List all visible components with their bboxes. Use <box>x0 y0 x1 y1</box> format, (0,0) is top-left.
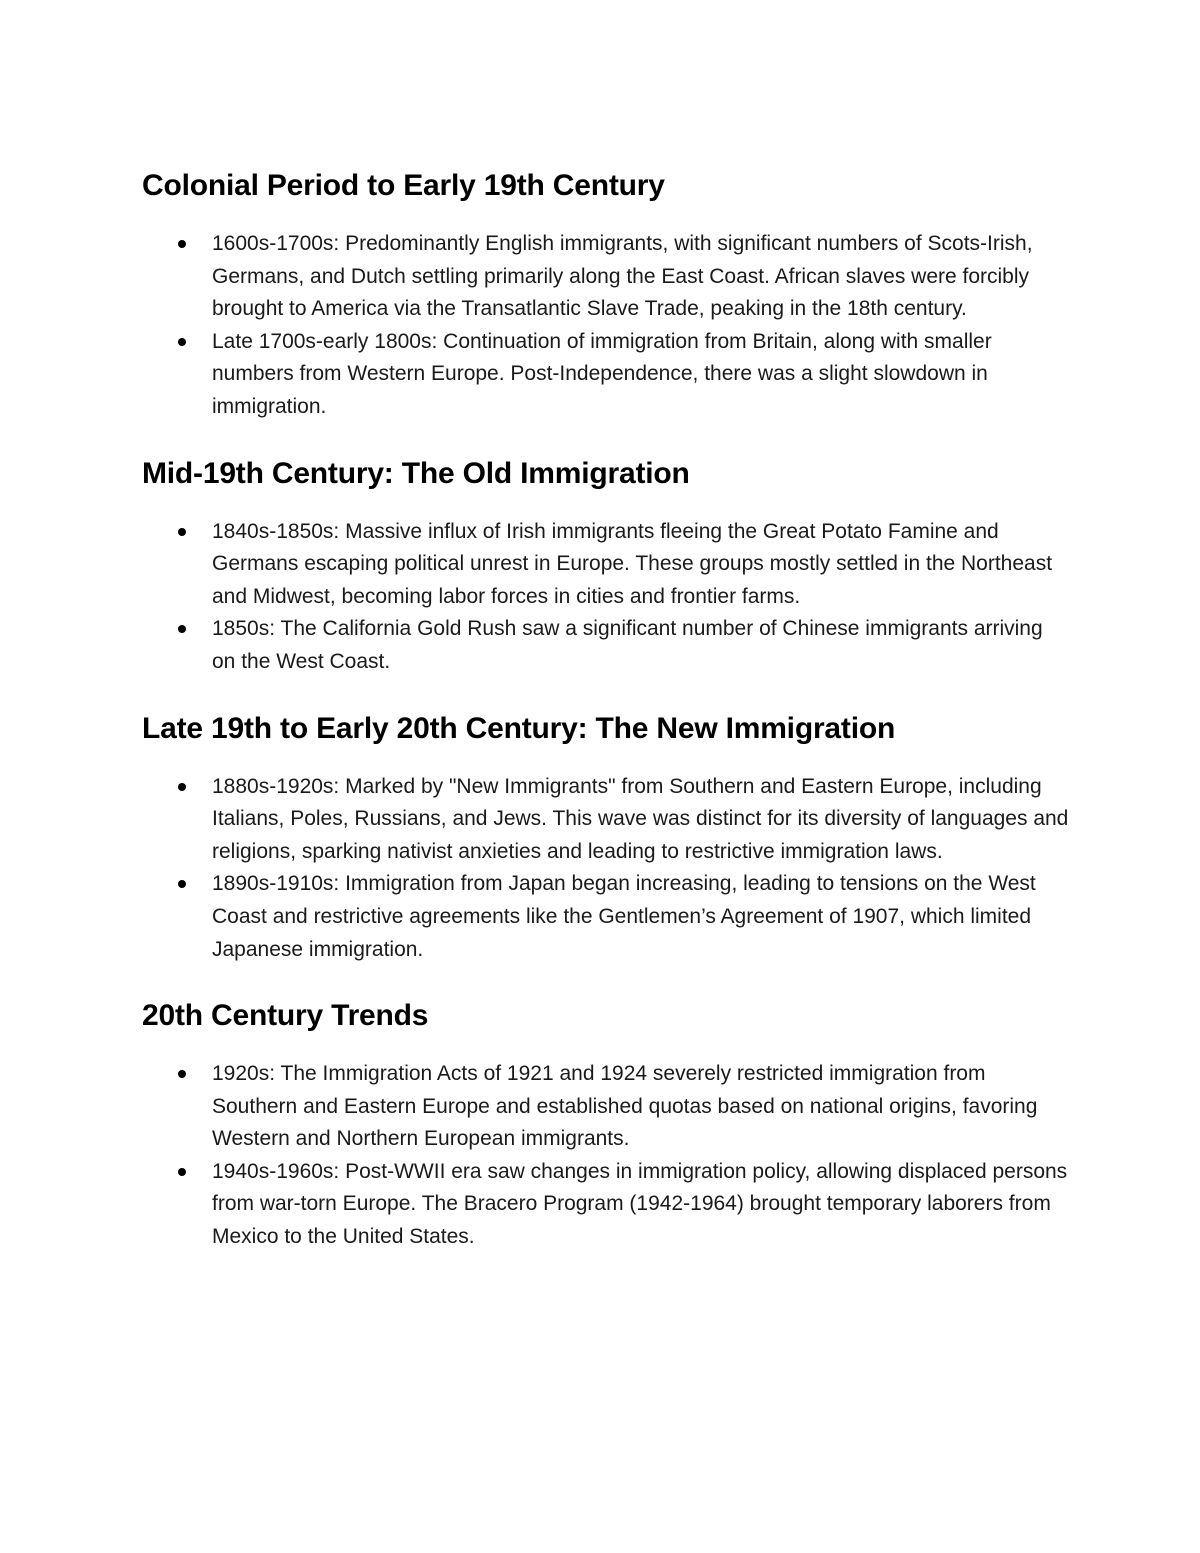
section-old-immigration <box>142 454 1070 679</box>
bullet-icon <box>178 528 186 536</box>
bullet-icon <box>178 338 186 346</box>
list-item-text: Late 1700s-early 1800s: Continuation of immigration from Britain, along with smaller numbers from Western Europe. Post-Independence, there was a slight slowdown in immigration. <box>212 329 992 418</box>
list-item-text: 1890s-1910s: Immigration from Japan began increasing, leading to tensions on the West Coast and restrictive agreements like the Gentlemen’s Agreement of 1907, which limited Japanese immigration. <box>212 872 1036 961</box>
list-item-text: 1880s-1920s: Marked by "New Immigrants" from Southern and Eastern Europe, including Italians, Poles, Russians, and Jews. This wave was distinct for its diversity of languages and religions, sparking nativist anxieties and leading to restrictive immigration laws. <box>212 774 1069 863</box>
bullet-icon <box>178 783 186 791</box>
list-item <box>142 868 1070 966</box>
list-item <box>142 771 1070 869</box>
bullet-icon <box>178 880 186 888</box>
list-item <box>142 1058 1070 1156</box>
bullet-list <box>142 228 1070 424</box>
list-item-text: 1600s-1700s: Predominantly English immigrants, with significant numbers of Scots-Irish, Germans, and Dutch settling primarily along the East Coast. African slaves were forcibly brought to America via the Transatlantic Slave Trade, peaking in the 18th century. <box>212 232 1033 321</box>
bullet-list <box>142 771 1070 967</box>
list-item <box>142 613 1070 678</box>
bullet-list <box>142 516 1070 679</box>
section-20th-century-trends <box>142 996 1070 1254</box>
bullet-icon <box>178 1168 186 1176</box>
list-item <box>142 228 1070 326</box>
section-heading: Colonial Period to Early 19th Century <box>142 169 665 202</box>
section-heading: Mid-19th Century: The Old Immigration <box>142 456 690 490</box>
list-item <box>142 326 1070 424</box>
bullet-icon <box>178 1070 186 1078</box>
section-new-immigration <box>142 709 1070 967</box>
list-item-text: 1840s-1850s: Massive influx of Irish immigrants fleeing the Great Potato Famine and Germans escaping political unrest in Europe. These groups mostly settled in the Northeast and Midwest, becoming labor forces in cities and frontier farms. <box>212 519 1053 608</box>
bullet-icon <box>178 240 186 248</box>
section-heading: 20th Century Trends <box>142 999 429 1033</box>
bullet-icon <box>178 625 186 633</box>
list-item-text: 1940s-1960s: Post-WWII era saw changes in immigration policy, allowing displaced persons from war-torn Europe. The Bracero Program (1942-1964) brought temporary laborers from Mexico to the United States. <box>212 1159 1068 1249</box>
list-item <box>142 1156 1070 1254</box>
list-item <box>142 516 1070 614</box>
list-item-text: 1920s: The Immigration Acts of 1921 and 1924 severely restricted immigration from Southern and Eastern Europe and established quotas based on national origins, favoring Western and Northern European immigrants. <box>212 1062 1038 1151</box>
bullet-list <box>142 1058 1070 1254</box>
section-heading: Late 19th to Early 20th Century: The New Immigration <box>142 711 896 745</box>
section-colonial-period <box>142 166 1070 424</box>
list-item-text: 1850s: The California Gold Rush saw a significant number of Chinese immigrants arriving on the West Coast. <box>212 617 1043 673</box>
